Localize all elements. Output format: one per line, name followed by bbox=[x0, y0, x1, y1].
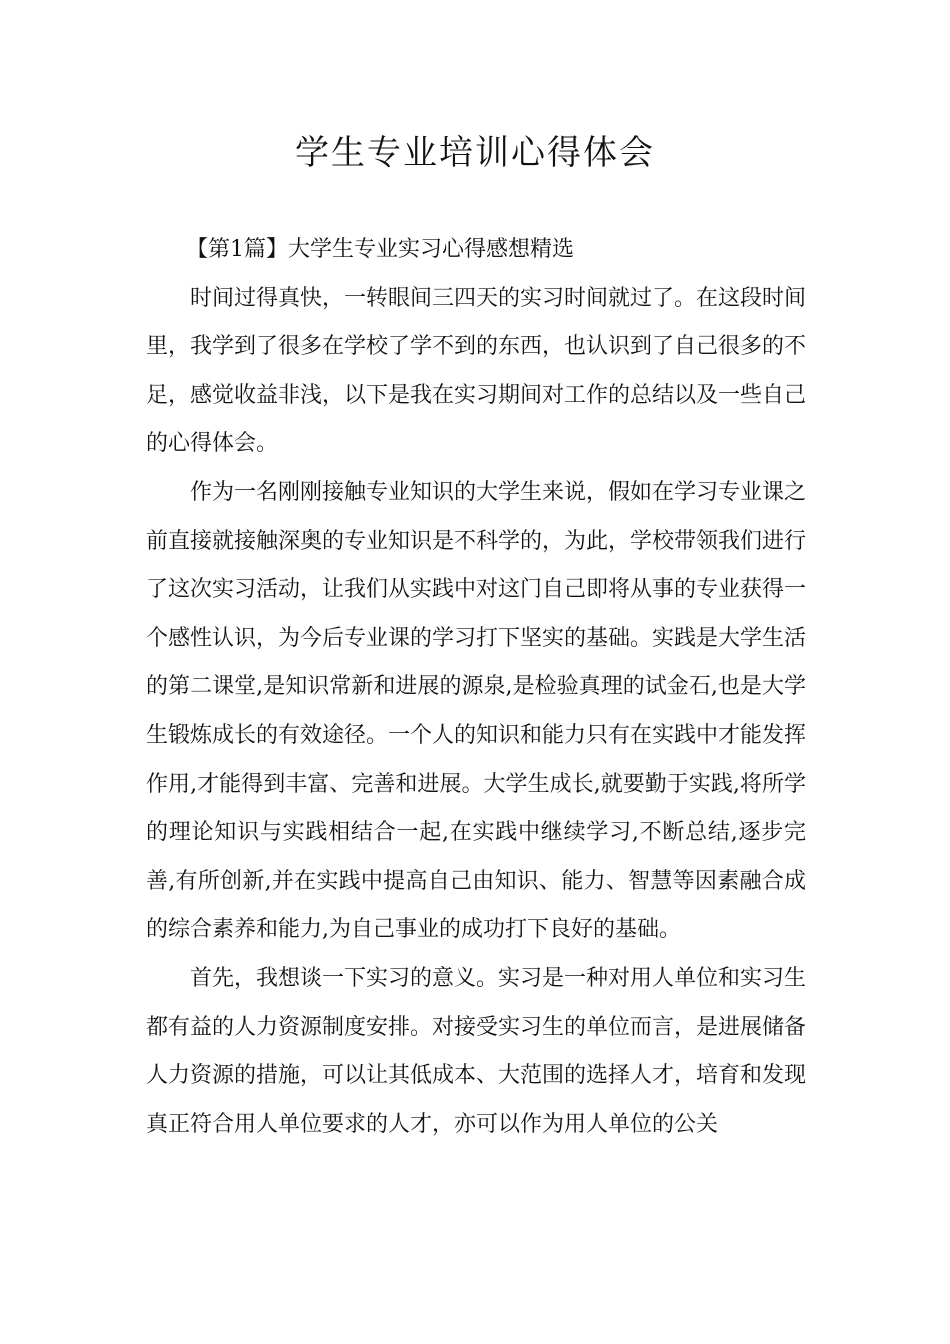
paragraph-3: 首先，我想谈一下实习的意义。实习是一种对用人单位和实习生都有益的人力资源制度安排。对接受实习生的单位而言，是进展储备人力资源的措施，可以让其低成本、大范围的选择人才，培育和发现真正符合用人单位要求的人才，亦可以作为用人单位的公关 bbox=[146, 965, 807, 1137]
document-body bbox=[146, 226, 806, 1149]
section-heading: 【第1篇】大学生专业实习心得感想精选 bbox=[186, 237, 574, 262]
document-title: 学生专业培训心得体会 bbox=[295, 133, 655, 173]
paragraph-1: 时间过得真快，一转眼间三四天的实习时间就过了。在这段时间里，我学到了很多在学校了学不到的东西，也认识到了自己很多的不足，感觉收益非浅，以下是我在实习期间对工作的总结以及一些自己的心得体会。 bbox=[146, 285, 807, 457]
paragraph-2: 作为一名刚刚接触专业知识的大学生来说，假如在学习专业课之前直接就接触深奥的专业知识是不科学的，为此，学校带领我们进行了这次实习活动，让我们从实践中对这门自己即将从事的专业获得一个感性认识，为今后专业课的学习打下坚实的基础。实践是大学生活的第二课堂,是知识常新和进展的源泉,是检验真理的试金石,也是大学生锻炼成长的有效途径。一个人的知识和能力只有在实践中才能发挥作用,才能得到丰富、完善和进展。大学生成长,就要勤于实践,将所学的理论知识与实践相结合一起,在实践中继续学习,不断总结,逐步完善,有所创新,并在实践中提高自己由知识、能力、智慧等因素融合成的综合素养和能力,为自己事业的成功打下良好的基础。 bbox=[146, 479, 807, 943]
